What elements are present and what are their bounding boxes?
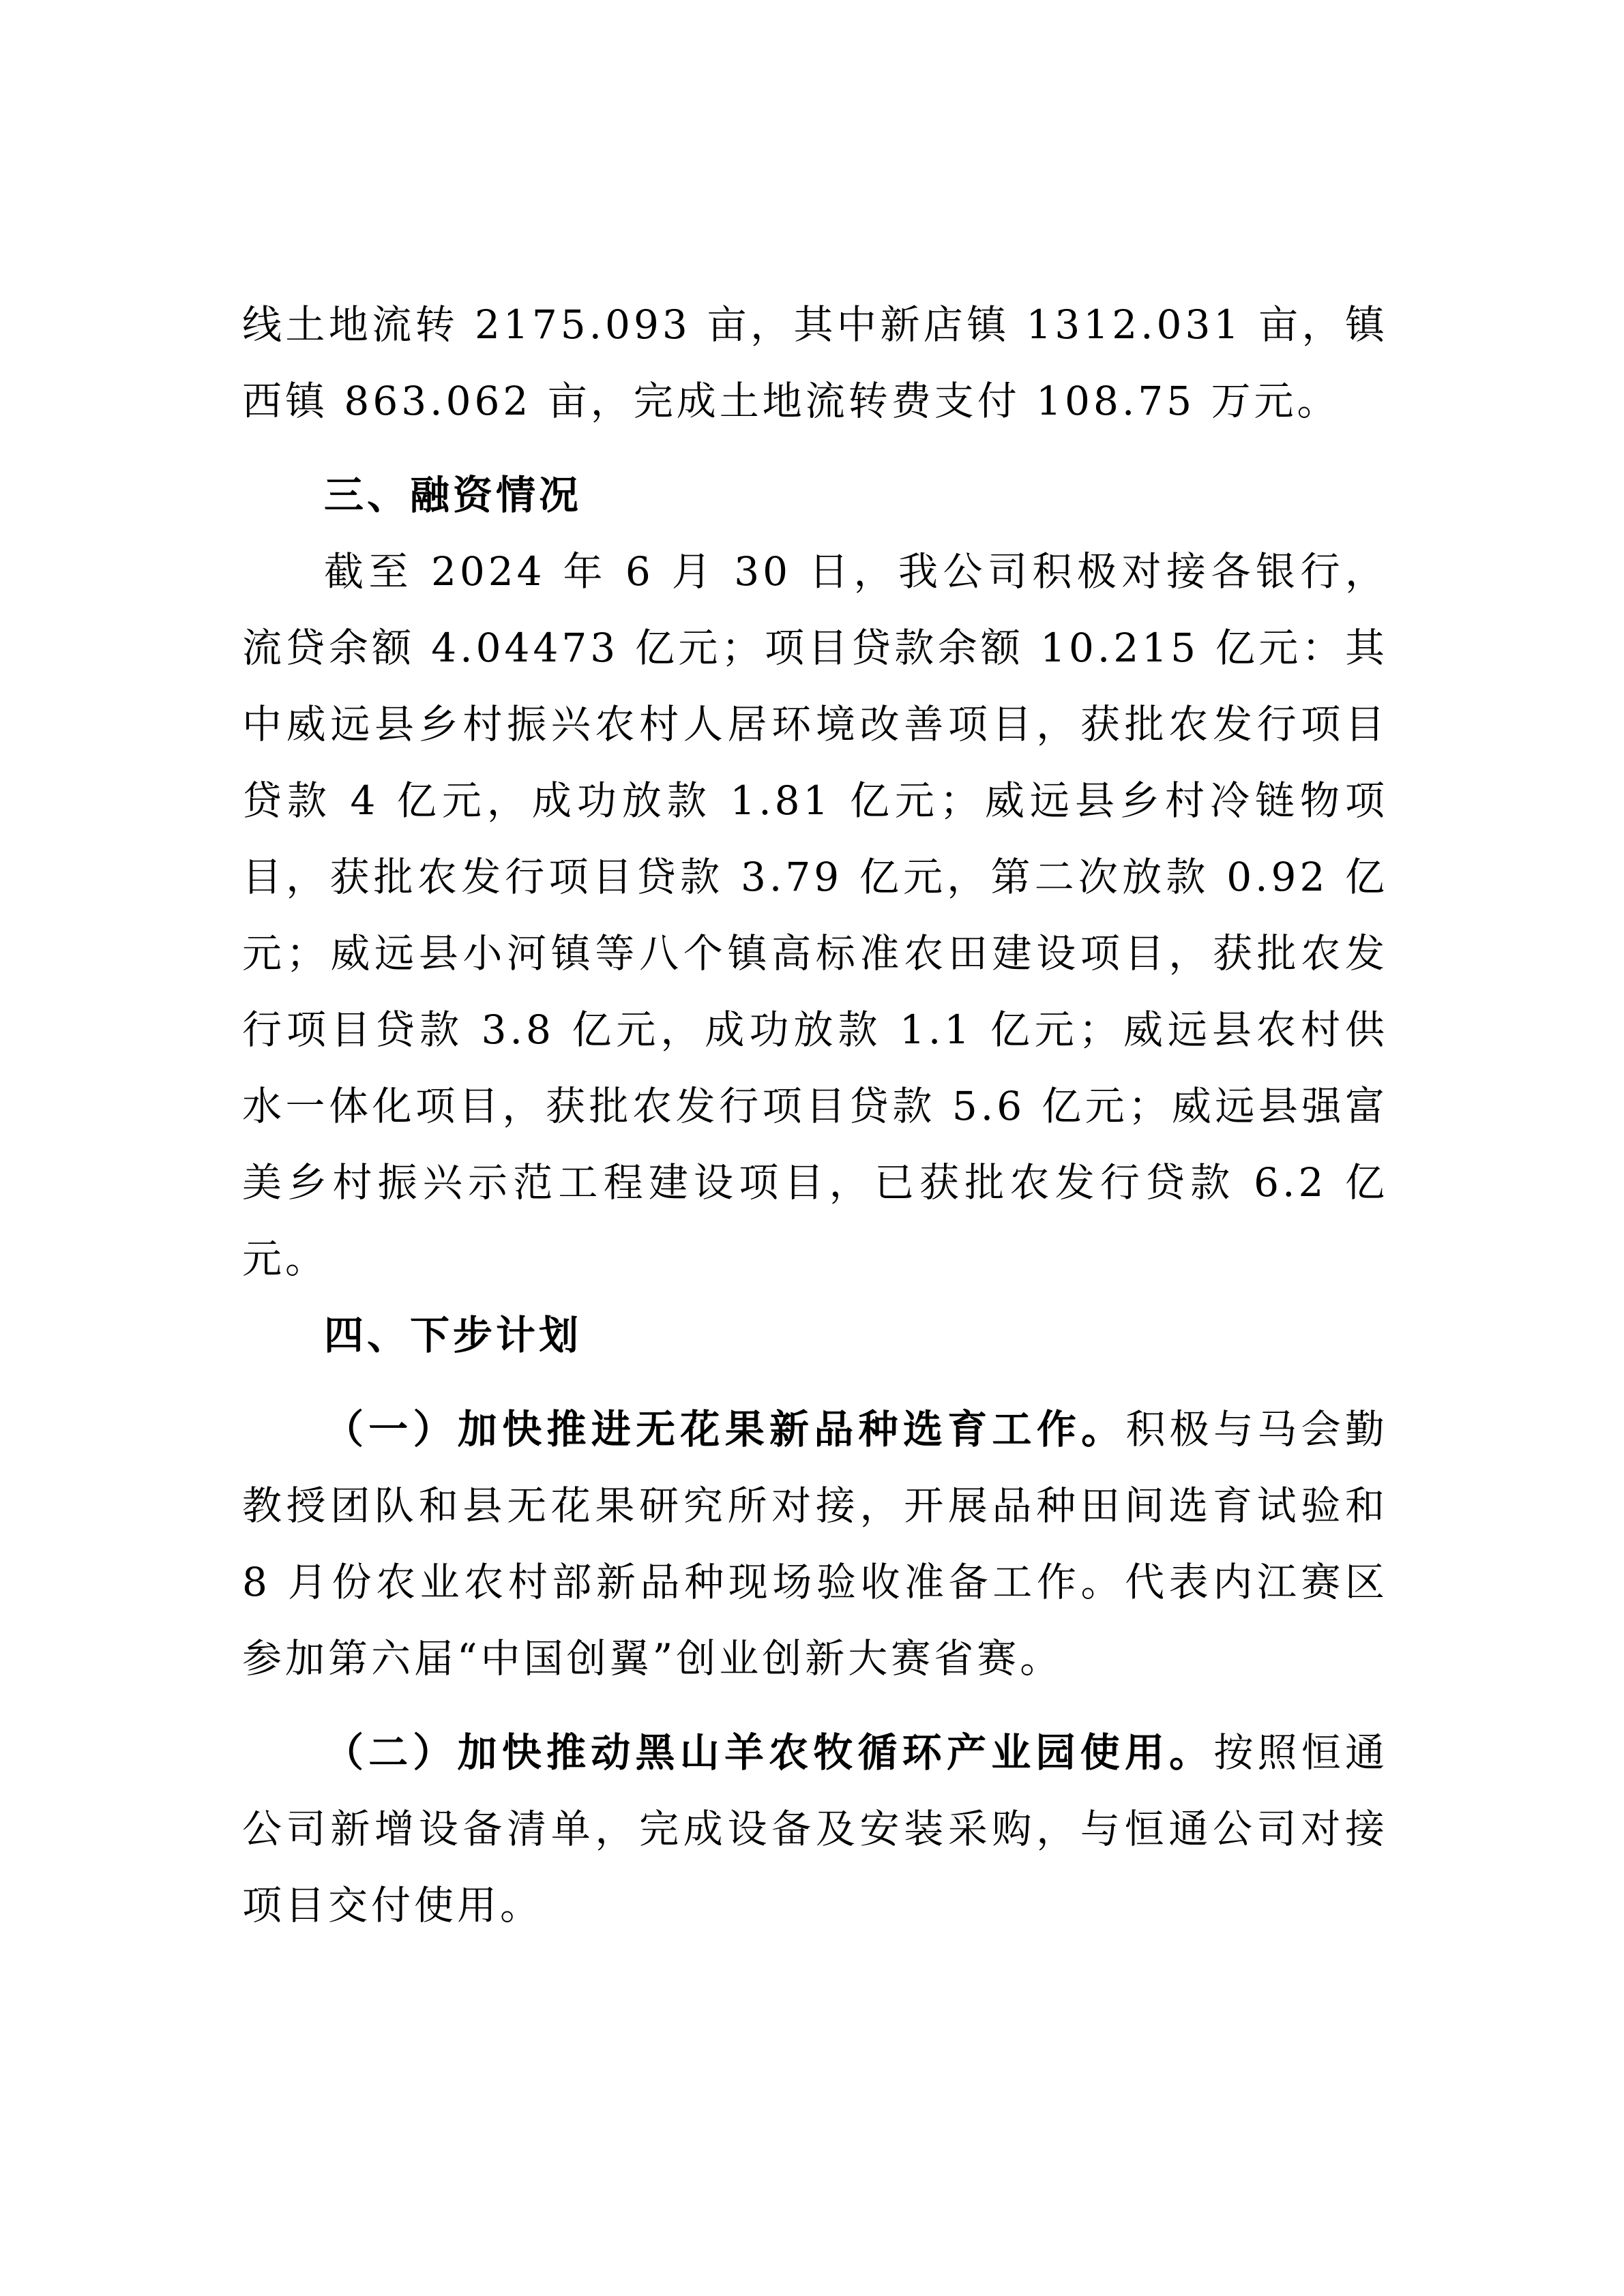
plan-item-text: 按照恒通公司新增设备清单，完成设备及安装采购，与恒通公司对接项目交付使用。 xyxy=(242,1729,1388,1928)
plan-item-goat-park xyxy=(242,1714,1388,1943)
plan-item-text: 积极与马会勤教授团队和县无花果研究所对接，开展品种田间选育试验和 8 月份农业农村部新品种现场验收准备工作。代表内江赛区参加第六届“中国创翼”创业创新大赛省赛。 xyxy=(242,1406,1388,1682)
paragraph-land-transfer: 线土地流转 2175.093 亩，其中新店镇 1312.031 亩，镇西镇 863.062 亩，完成土地流转费支付 108.75 万元。 xyxy=(242,301,1388,424)
plan-item-fig-breeding xyxy=(242,1391,1388,1697)
section-heading-financing: 三、融资情况 xyxy=(324,472,582,518)
plan-item-title: （二）加快推动黑山羊农牧循环产业园使用。 xyxy=(324,1729,1214,1776)
spacer xyxy=(242,1373,1388,1391)
spacer xyxy=(242,1697,1388,1714)
paragraph-financing: 截至 2024 年 6 月 30 日，我公司积极对接各银行，流贷余额 4.04473 亿元；项目贷款余额 10.215 亿元：其中威远县乡村振兴农村人居环境改善项目，获批农发行项目贷款 4 亿元，成功放款 1.81 亿元；威远县乡村冷链物项目，获批农发行项目贷款 3.79 亿元，第二次放款 0.92 亿元；威远县小河镇等八个镇高标准农田建设项目，获批农发行项目贷款 3.8 亿元，成功放款 1.1 亿元；威远县农村供水一体化项目，获批农发行项目贷款 5.6 亿元；威远县强富美乡村振兴示范工程建设项目，已获批农发行贷款 6.2 亿元。 xyxy=(242,548,1388,1282)
section-heading-next-plan: 四、下步计划 xyxy=(324,1312,582,1358)
plan-item-title: （一）加快推进无花果新品种选育工作。 xyxy=(324,1406,1126,1452)
document-body xyxy=(242,286,1388,1943)
spacer xyxy=(242,439,1388,457)
